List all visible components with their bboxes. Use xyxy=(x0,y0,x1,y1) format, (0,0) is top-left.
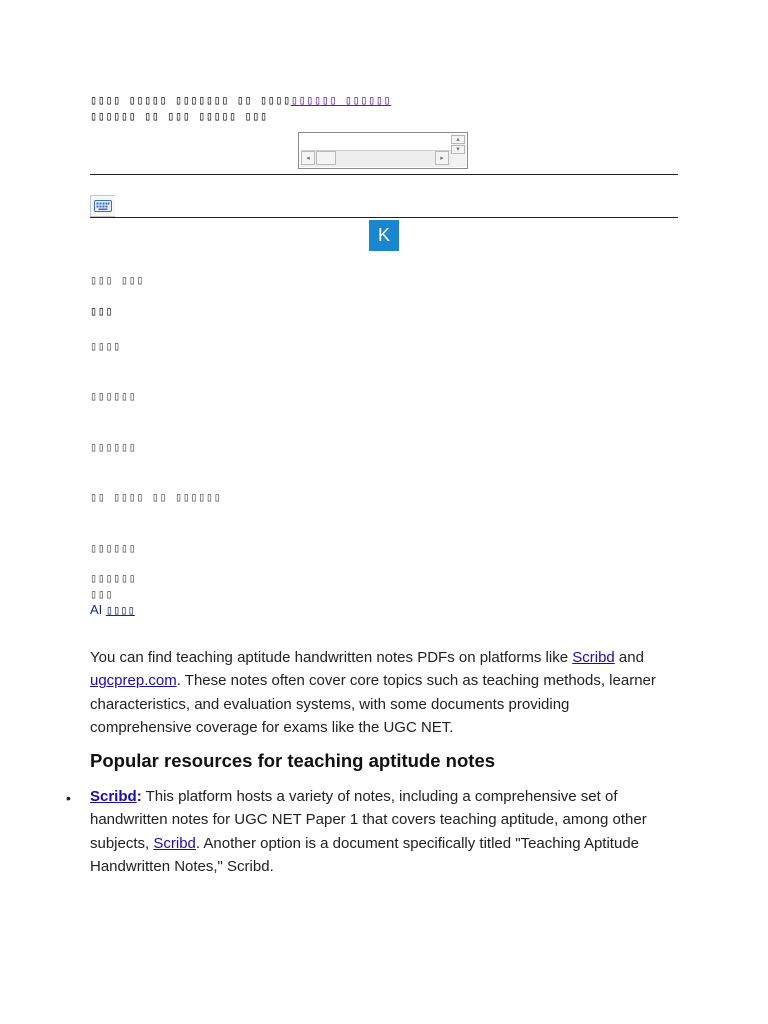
bullet-colon: : xyxy=(136,788,142,805)
header-text: ▯▯▯▯ ▯▯▯▯▯ ▯▯▯▯▯▯▯ ▯▯ ▯▯▯▯ xyxy=(90,93,291,107)
para-text: . These notes often cover core topics such as teaching methods, learner characteristics, and evaluation systems, with some documents providing comprehensive coverage for exams like the UGC NET. xyxy=(90,672,656,736)
section-heading: Popular resources for teaching aptitude notes xyxy=(90,750,496,771)
nav-item[interactable]: ▯▯▯▯▯▯ xyxy=(90,541,137,555)
horizontal-scrollbar[interactable] xyxy=(301,150,451,167)
header-line-1 xyxy=(90,93,391,107)
scroll-thumb[interactable] xyxy=(316,151,336,165)
nav-item[interactable]: ▯▯▯ ▯▯▯ xyxy=(90,273,145,287)
ai-label: ▯▯▯▯ xyxy=(105,603,135,617)
nav-item[interactable]: ▯▯▯▯ xyxy=(90,339,121,353)
scribd-bold-link[interactable]: Scribd xyxy=(90,788,137,805)
logo[interactable]: K xyxy=(369,220,399,251)
header-line-2: ▯▯▯▯▯▯ ▯▯ ▯▯▯ ▯▯▯▯▯ ▯▯▯ xyxy=(90,109,268,123)
scroll-textbox[interactable] xyxy=(298,132,468,169)
para-text: and xyxy=(614,649,644,666)
scribd-inline-link[interactable]: Scribd xyxy=(153,834,196,852)
bullet-icon: • xyxy=(66,790,71,806)
nav-item-active[interactable]: ▯▯▯ xyxy=(90,304,114,318)
para-text: You can find teaching aptitude handwritten notes PDFs on platforms like xyxy=(90,649,573,666)
nav-item[interactable]: ▯▯▯▯▯▯ xyxy=(90,389,137,403)
bullet-text: This platform hosts a variety of notes, including a comprehensive set of handwritten notes for UGC NET Paper 1 that covers teaching aptitude, among other subjects, xyxy=(90,788,647,852)
keyboard-icon[interactable] xyxy=(90,195,115,217)
list-item xyxy=(90,785,660,878)
answer-paragraph xyxy=(90,646,660,739)
nav-item[interactable]: ▯▯▯ xyxy=(90,587,114,601)
scribd-link[interactable]: Scribd xyxy=(572,649,615,666)
nav-item[interactable]: ▯▯▯▯▯▯ xyxy=(90,440,137,454)
scroll-up-icon[interactable]: ▴ xyxy=(451,135,465,144)
scroll-left-icon[interactable]: ◂ xyxy=(301,151,315,165)
ugcprep-link[interactable]: ugcprep.com xyxy=(90,672,177,690)
ai-prefix: AI xyxy=(90,602,103,617)
nav-item[interactable]: ▯▯▯▯▯▯ xyxy=(90,571,137,585)
header-link[interactable]: ▯▯▯▯▯▯ ▯▯▯▯▯▯ xyxy=(290,93,392,107)
divider xyxy=(90,174,678,175)
bullet-text: . Another option is a document specifically titled "Teaching Aptitude Handwritten Notes," Scribd. xyxy=(90,834,639,875)
scroll-down-icon[interactable]: ▾ xyxy=(451,145,465,154)
nav-item[interactable]: ▯▯ ▯▯▯▯ ▯▯ ▯▯▯▯▯▯ xyxy=(90,490,222,504)
divider xyxy=(90,217,678,218)
scroll-right-icon[interactable]: ▸ xyxy=(435,151,449,165)
nav-item-ai[interactable] xyxy=(90,602,135,617)
vertical-scrollbar[interactable] xyxy=(451,134,466,167)
